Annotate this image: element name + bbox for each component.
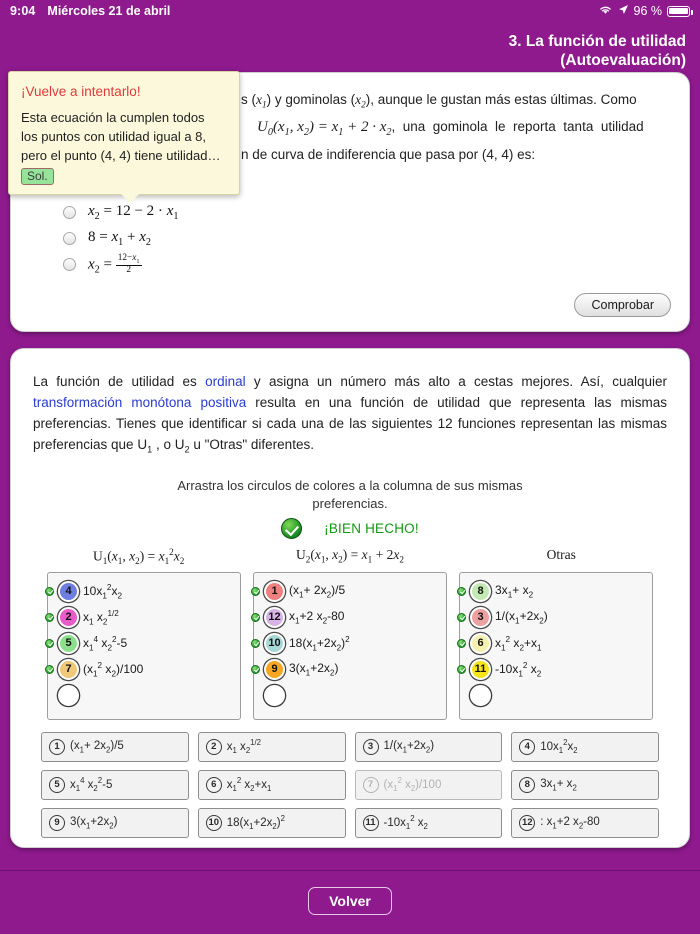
verified-check-icon [251,665,260,674]
verified-check-icon [45,587,54,596]
drop-columns [33,572,667,720]
drag-instruction [33,477,667,513]
status-indicators [598,4,691,18]
drag-drop-card [10,348,690,848]
chip-12[interactable] [260,605,441,630]
answer-option-4[interactable] [63,254,671,276]
token-circle-1[interactable]: 1 [264,581,285,602]
answer-option-3[interactable] [63,228,671,250]
status-bar [0,0,700,22]
bank-item-2[interactable] [198,732,346,762]
answer-option-2[interactable] [63,202,671,224]
tooltip-body-line2: los puntos con utilidad igual a 8, [21,129,207,144]
bank-item-3[interactable] [355,732,503,762]
token-circle-6[interactable]: 6 [470,633,491,654]
bank-item-5[interactable] [41,770,189,800]
intro-sub-2: 2 [184,444,190,455]
verified-check-icon [251,613,260,622]
bank-row-3 [41,808,659,838]
back-button[interactable]: Volver [308,887,392,915]
utility-intro-paragraph [33,371,667,461]
location-arrow-icon [618,4,629,18]
bank-item-1[interactable] [41,732,189,762]
radio-button-2[interactable] [63,206,76,219]
green-check-icon [281,518,302,539]
chip-9-label: $3(x_1+2x_2)$ [289,661,339,678]
feedback-text: ¡BIEN HECHO! [324,521,419,537]
drop-zone-u2[interactable] [253,572,447,720]
question-line-2: $U_0(x_1$, $x_2) = x_1 + 2 \cdot x_2$, una gominola le reporta tanta utilidad [257,118,644,138]
bank-item-1-label: $(x_1+ 2x_2)/5$ [70,739,124,755]
drop-zone-otras[interactable] [459,572,653,720]
bank-item-9-label: $3(x_1+2x_2)$ [70,815,118,831]
bank-item-3-number: 3 [363,739,379,755]
tooltip-body [21,108,227,165]
bank-item-7-label: ($x_1^2$ $x_2)/100$ [383,776,442,794]
verified-check-icon [251,639,260,648]
bank-item-2-number: 2 [206,739,222,755]
chip-empty-slot-u1[interactable] [54,683,235,708]
bank-item-12-label: : $x_1+2$ $x_2-80$ [540,815,600,831]
bank-item-9[interactable] [41,808,189,838]
bank-item-11-label: $-10x_1^2$ $x_2$ [383,814,428,832]
intro-highlight-transformacion: transformación monótona positiva [33,395,247,410]
chip-6-label: $x_1^2$ $x_2+x_1$ [495,634,542,653]
verified-check-icon [457,587,466,596]
token-circle-9[interactable]: 9 [264,659,285,680]
intro-text-e: u "Otras" diferentes. [189,437,314,452]
status-time: 9:04 [10,4,36,18]
battery-icon [667,6,690,17]
bank-item-8-label: $3x_1+ x_2$ [540,777,577,793]
check-answer-button[interactable]: Comprobar [574,293,671,317]
chip-5-label: $x_1^4$ $x_2^2-5$ [83,634,128,653]
feedback-row [33,517,667,541]
chip-6[interactable] [466,631,647,656]
chip-8-label: $3x_1+ x_2$ [495,583,534,600]
page-footer [0,870,700,934]
chip-1[interactable] [260,579,441,604]
verified-check-icon [457,613,466,622]
feedback-tooltip [8,71,240,195]
token-circle-empty[interactable] [470,685,491,706]
bank-item-2-label: $x_1$ $x_2^{1/2}$ [226,738,262,756]
verified-check-icon [457,665,466,674]
token-circle-8[interactable]: 8 [470,581,491,602]
verified-check-icon [45,613,54,622]
token-circle-5[interactable]: 5 [58,633,79,654]
battery-percent: 96 % [633,4,662,18]
intro-sub-1: 1 [147,444,153,455]
drag-instruction-line2: preferencias. [312,495,388,511]
wifi-icon [598,4,613,18]
chip-10[interactable] [260,631,441,656]
drag-instruction-line1: Arrastra los circulos de colores a la columna de sus mismas [177,477,523,493]
tooltip-title: ¡Vuelve a intentarlo! [21,84,141,99]
bank-item-9-number: 9 [49,815,65,831]
chip-7-label: ($x_1^2$ $x_2)/100$ [83,660,144,679]
intro-text-d: , o U [152,437,185,452]
bank-item-6[interactable] [198,770,346,800]
bank-item-4[interactable] [511,732,659,762]
chip-4[interactable] [54,579,235,604]
tooltip-body-line3: pero el punto (4, 4) tiene utilidad… [21,148,221,163]
token-circle-10[interactable]: 10 [264,633,285,654]
token-circle-2[interactable]: 2 [58,607,79,628]
chip-empty-slot-otras[interactable] [466,683,647,708]
bank-item-12[interactable] [511,808,659,838]
bank-item-10[interactable] [198,808,346,838]
bank-item-1-number: 1 [49,739,65,755]
chip-11[interactable] [466,657,647,682]
chip-11-label: $-10x_1^2$ $x_2$ [495,660,542,679]
token-circle-11[interactable]: 11 [470,659,491,680]
intro-highlight-ordinal: ordinal [205,374,246,389]
bank-item-8[interactable] [511,770,659,800]
solution-badge[interactable]: Sol. [21,168,54,185]
bank-item-3-label: $1/(x_1+2x_2)$ [383,739,435,755]
chip-2[interactable] [54,605,235,630]
page-title-line2: (Autoevaluación) [560,52,686,69]
chip-9[interactable] [260,657,441,682]
answer-option-3-label: $8 = x_1 + x_2$ [88,229,151,249]
bank-item-7-number: 7 [363,777,379,793]
tooltip-body-line1: Esta ecuación la cumplen todos [21,110,205,125]
token-circle-3[interactable]: 3 [470,607,491,628]
token-circle-4[interactable]: 4 [58,581,79,602]
bank-item-7[interactable] [355,770,503,800]
verified-check-icon [251,587,260,596]
bank-item-12-number: 12 [519,815,535,831]
chip-empty-slot-u2[interactable] [260,683,441,708]
answer-option-4-label: $x_2$ = $\frac{12-x_1}{2}$ [88,252,140,276]
intro-text-a: La función de utilidad es [33,374,206,389]
column-heading-u2: $U_2(x_1$, $x_2) = x_1 + 2x_2$ [295,546,404,565]
verified-check-icon [45,639,54,648]
bank-row-1 [41,732,659,762]
bank-item-4-number: 4 [519,739,535,755]
bank-item-6-number: 6 [206,777,222,793]
answer-option-2-label: $x_2 = 12 - 2 \cdot x_1$ [88,203,179,223]
bank-item-11-number: 11 [363,815,379,831]
bank-item-6-label: $x_1^2$ $x_2+x_1$ [226,776,272,794]
page-title-line1: 3. La función de utilidad [508,33,686,50]
column-heading-otras: Otras [546,546,576,562]
chip-8[interactable] [466,579,647,604]
token-circle-empty[interactable] [264,685,285,706]
token-circle-7[interactable]: 7 [58,659,79,680]
function-bank [33,732,667,838]
radio-button-3[interactable] [63,232,76,245]
chip-12-label: $x_1+2$ $x_2-80$ [289,609,345,626]
bank-item-10-number: 10 [206,815,222,831]
radio-button-4[interactable] [63,258,76,271]
column-heading-u1: $U_1(x_1$, $x_2) = x_1^2x_2$ [92,546,185,566]
bank-row-2 [41,770,659,800]
bank-item-5-number: 5 [49,777,65,793]
verified-check-icon [45,665,54,674]
chip-4-label: $10x_1^2x_2$ [83,582,122,601]
token-circle-12[interactable]: 12 [264,607,285,628]
chip-2-label: $x_1$ $x_2^{1/2}$ [83,608,119,627]
status-date: Miércoles 21 de abril [47,4,171,18]
chip-1-label: $(x_1+ 2x_2)/5$ [289,583,346,600]
chip-3-label: $1/(x_1+2x_2)$ [495,609,548,626]
chip-10-label: $18(x_1+2x_2)^2$ [289,634,350,653]
verified-check-icon [457,639,466,648]
bank-item-8-number: 8 [519,777,535,793]
drop-zone-u1[interactable] [47,572,241,720]
token-circle-empty[interactable] [58,685,79,706]
bank-item-11[interactable] [355,808,503,838]
bank-item-4-label: $10x_1^2x_2$ [540,738,578,756]
column-headings [33,547,667,566]
chip-5[interactable] [54,631,235,656]
chip-7[interactable] [54,657,235,682]
chip-3[interactable] [466,605,647,630]
question-line-1: s $(x_1)$ y gominolas $(x_2)$, aunque le gustan más estas últimas. Como [241,92,637,110]
intro-text-b: y asigna un número más alto a cestas mejores. Así, cualquier [245,374,668,389]
intro-text-c: resulta en una función de utilidad que representa las mismas preferencias. Tienes que identificar si cada una de las siguientes 12 funciones representan las mismas preferencias que U [33,395,667,452]
bank-item-5-label: $x_1^4$ $x_2^2-5$ [70,776,113,794]
question-line-3: n de curva de indiferencia que pasa por (4, 4) es: [241,146,536,162]
bank-item-10-label: $18(x_1+2x_2)^2$ [226,814,285,832]
